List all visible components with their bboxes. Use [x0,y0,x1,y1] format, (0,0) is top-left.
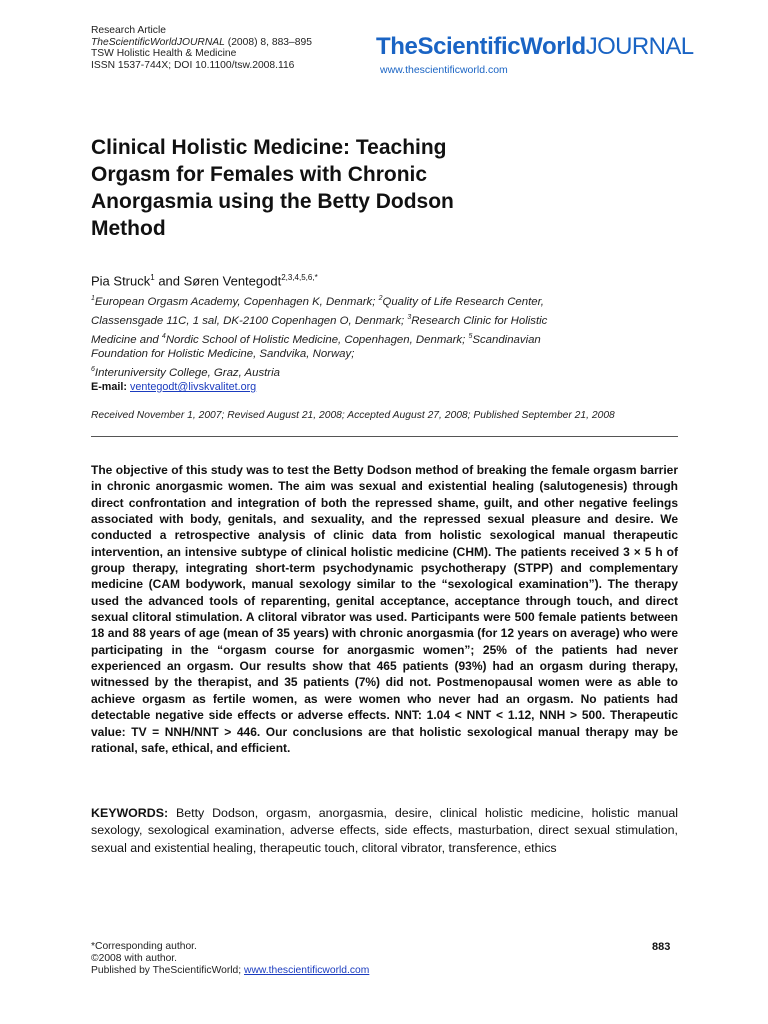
logo-wordmark [376,33,694,61]
email-label: E-mail: [91,381,127,393]
keywords-label: KEYWORDS: [91,806,169,820]
keywords [91,805,678,857]
journal-name: TheScientificWorldJOURNAL [91,36,225,48]
publisher-link[interactable]: www.thescientificworld.com [244,964,370,976]
logo-name-bold: TheScientificWorld [376,33,586,60]
logo-name-light: JOURNAL [585,33,694,60]
journal-header [91,25,312,71]
article-title: Clinical Holistic Medicine: Teaching Orgasm for Females with Chronic Anorgasmia using the Betty Dodson Method [91,136,454,240]
corresponding-note: *Corresponding author. [91,941,197,952]
author-list [91,270,318,289]
page-number: 883 [652,941,671,953]
divider [91,436,678,437]
copyright-note: ©2008 with author. [91,952,178,964]
author-name: Pia Struck [91,273,151,289]
publication-dates: Received November 1, 2007; Revised August 21, 2008; Accepted August 27, 2008; Published September 21, 2008 [91,410,615,421]
article-type: Research Article [91,25,166,36]
abstract: The objective of this study was to test the Betty Dodson method of breaking the female orgasm barrier in chronic anorgasmic women. The aim was sexual and existential healing (salutogenesis) through direct confrontation and integration of both the repressed shame, guilt, and other negative feelings associated with body, genitals, and sexuality, and the repressed sexual pleasure and desire. We conducted a retrospective analysis of clinic data from holistic sexological manual therapeutic intervention, an intensive subtype of clinical holistic medicine (CHM). The patients received 3 × 5 h of group therapy, integrating short-term psychodynamic psychotherapy (STPP) and complementary medicine (CAM bodywork, manual sexology similar to the “sexological examination”). The therapy used the advanced tools of reparenting, genital acceptance, acceptance through touch, and direct sexual clitoral stimulation. A clitoral vibrator was used. Participants were 500 female patients between 18 and 88 years of age (mean of 35 years) with chronic anorgasmia (for 12 years on average) who were participating in the “orgasm course for anorgasmic women”; 25% of the patients had never experienced an orgasm. Our results show that 465 patients (93%) had an orgasm during therapy, witnessed by the therapist, and 35 patients (7%) did not. Postmenopausal women were as able to achieve orgasm as fertile women, as were women who never had an orgasm. No patients had detectable negative side effects or adverse effects. NNT: 1.04 < NNT < 1.12, NNH > 500. Therapeutic value: TV = NNH/NNT > 446. Our conclusions are that holistic sexological manual therapy may be rational, safe, ethical, and efficient. [91,463,678,755]
keywords-list: Betty Dodson, orgasm, anorgasmia, desire, clinical holistic medicine, holistic manual sexology, sexological examination, adverse effects, side effects, masturbation, direct sexual stimulation, sexual and existential healing, therapeutic touch, clitoral vibrator, transference, ethics [91,806,678,855]
journal-section: TSW Holistic Health & Medicine [91,48,237,60]
contact-email [91,381,256,393]
issn-doi: ISSN 1537-744X; DOI 10.1100/tsw.2008.116 [91,59,295,71]
author-separator: and [154,273,184,289]
logo-url[interactable]: www.thescientificworld.com [380,64,508,76]
author-superscript: 1 [150,273,155,282]
journal-citation [91,37,312,49]
page-footer [91,941,369,976]
journal-logo [376,33,694,76]
publisher-note: Published by TheScientificWorld; www.thescientificworld.com [91,964,370,976]
journal-details: (2008) 8, 883–895 [224,36,312,48]
affiliations: $^1$European Orgasm Academy, Copenhagen K, Denmark; $^2$Quality of Life Research Center, Classensgade 11C, 1 sal, DK-2100 Copenhagen O, Denmark; $^3$Research Clinic for Holistic Medicine and $^4$Nordic School of Holistic Medicine, Copenhagen, Denmark; $^5$Scandinavian Foundation for Holistic Medicine, Sandvika, Norway; $^6$Interuniversity College, Graz, Austria [91,295,548,380]
author-name: Søren Ventegodt [183,273,282,289]
email-link[interactable]: ventegodt@livskvalitet.org [130,381,257,393]
author-superscript: 2,3,4,5,6,* [281,273,318,282]
